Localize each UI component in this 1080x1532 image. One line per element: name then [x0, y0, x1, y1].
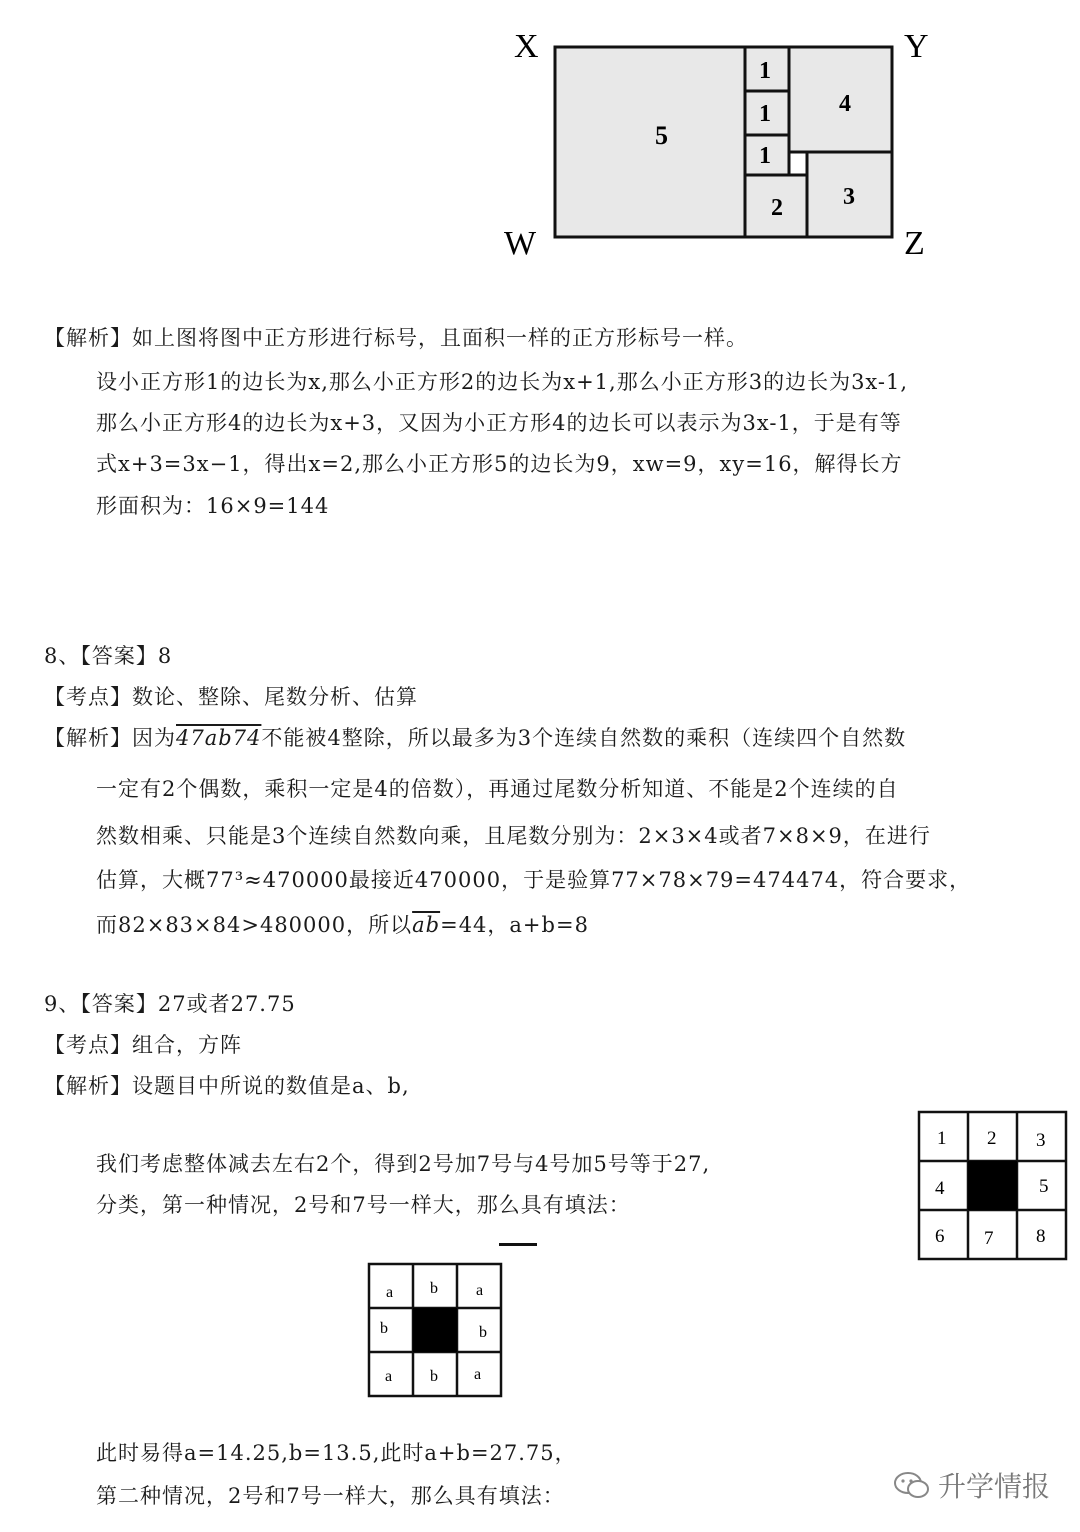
ab-grid: [367, 1262, 505, 1404]
square-label-1a: 1: [759, 58, 771, 84]
q8-analysis-pre: 因为: [132, 726, 176, 750]
rectangle-figure: [500, 22, 940, 271]
square-label-1c: 1: [759, 143, 771, 169]
ab-cell-3: a: [476, 1282, 484, 1299]
q8-line-4: 估算，大概77³≈470000最接近470000，于是验算77×78×79=474474，符合要求，: [96, 868, 972, 892]
ab-cell-7: b: [430, 1368, 438, 1385]
q7-line-1: 如上图将图中正方形进行标号，且面积一样的正方形标号一样。: [132, 326, 748, 350]
grid-cell-6: 6: [935, 1226, 945, 1247]
ab-cell-8: a: [474, 1366, 482, 1383]
q8-answer: 8、【答案】8: [44, 644, 173, 668]
square-label-5: 5: [655, 121, 668, 150]
q7-line-2: 设小正方形1的边长为x,那么小正方形2的边长为x+1,那么小正方形3的边长为3x-1,: [96, 370, 909, 394]
q9-line-2: 分类，第一种情况，2号和7号一样大，那么具有填法：: [96, 1193, 631, 1217]
grid-cell-1: 1: [937, 1128, 947, 1149]
q7-line-3: 那么小正方形4的边长为x+3，又因为小正方形4的边长可以表示为3x-1，于是有等: [96, 411, 902, 435]
ab-cell-5: b: [479, 1324, 487, 1341]
q9-point: 【考点】组合，方阵: [44, 1033, 242, 1057]
q7-line-5: 形面积为：16×9=144: [96, 494, 330, 518]
corner-w: W: [504, 225, 537, 262]
square-label-3: 3: [843, 184, 855, 210]
q9-answer: 9、【答案】27或者27.75: [44, 992, 296, 1016]
q9-analysis: 【解析】设题目中所说的数值是a、b,: [44, 1074, 410, 1098]
q8-overline-number: 47ab74: [176, 726, 262, 750]
ab-cell-1: a: [386, 1284, 394, 1301]
q9-line-1: 我们考虑整体减去左右2个，得到2号加7号与4号加5号等于27,: [96, 1152, 711, 1176]
grid-cell-7: 7: [984, 1228, 994, 1249]
corner-z: Z: [904, 225, 925, 262]
q7-analysis-line-1: [44, 322, 748, 352]
square-label-1b: 1: [759, 101, 771, 127]
q8-last-post: =44，a+b=8: [440, 913, 589, 937]
corner-y: Y: [904, 28, 929, 65]
q8-line-3: 然数相乘、只能是3个连续自然数向乘，且尾数分别为：2×3×4或者7×8×9，在进行: [96, 824, 931, 848]
q8-analysis-tag: 【解析】: [44, 726, 132, 750]
ab-cell-4: b: [380, 1320, 388, 1337]
grid-cell-8: 8: [1036, 1226, 1046, 1247]
ab-cell-2: b: [430, 1280, 438, 1297]
q8-analysis-line-1: [44, 722, 906, 752]
square-label-4: 4: [839, 91, 851, 117]
q9-case2: 第二种情况，2号和7号一样大，那么具有填法：: [96, 1484, 565, 1508]
grid-cell-2: 2: [987, 1128, 997, 1149]
q7-analysis-tag: 【解析】: [44, 326, 132, 350]
square-label-2: 2: [771, 195, 783, 221]
watermark-text: 升学情报: [938, 1470, 1051, 1503]
grid-cell-5: 5: [1039, 1176, 1049, 1197]
ab-cell-6: a: [385, 1368, 393, 1385]
q8-point: 【考点】数论、整除、尾数分析、估算: [44, 685, 418, 709]
q8-line-2: 一定有2个偶数，乘积一定是4的倍数），再通过尾数分析知道、不能是2个连续的自: [96, 777, 899, 801]
grid-cell-4: 4: [935, 1178, 945, 1199]
wechat-icon: [893, 1470, 931, 1500]
q7-line-4: 式x+3=3x−1，得出x=2,那么小正方形5的边长为9，xw=9，xy=16，解得长方: [96, 452, 903, 476]
q8-last-overline: $\overline{ab}$: [412, 913, 441, 937]
q8-line-5: [96, 909, 589, 939]
q8-last-pre: 而82×83×84>480000，所以: [96, 913, 413, 937]
q8-analysis-post: 不能被4整除，所以最多为3个连续自然数的乘积（连续四个自然数: [261, 726, 907, 750]
grid-cell-3: 3: [1036, 1130, 1046, 1151]
numbered-grid: [917, 1110, 1069, 1266]
corner-x: X: [514, 28, 539, 65]
dash-mark: [499, 1243, 537, 1246]
q9-result: 此时易得a=14.25,b=13.5,此时a+b=27.75，: [96, 1441, 577, 1465]
